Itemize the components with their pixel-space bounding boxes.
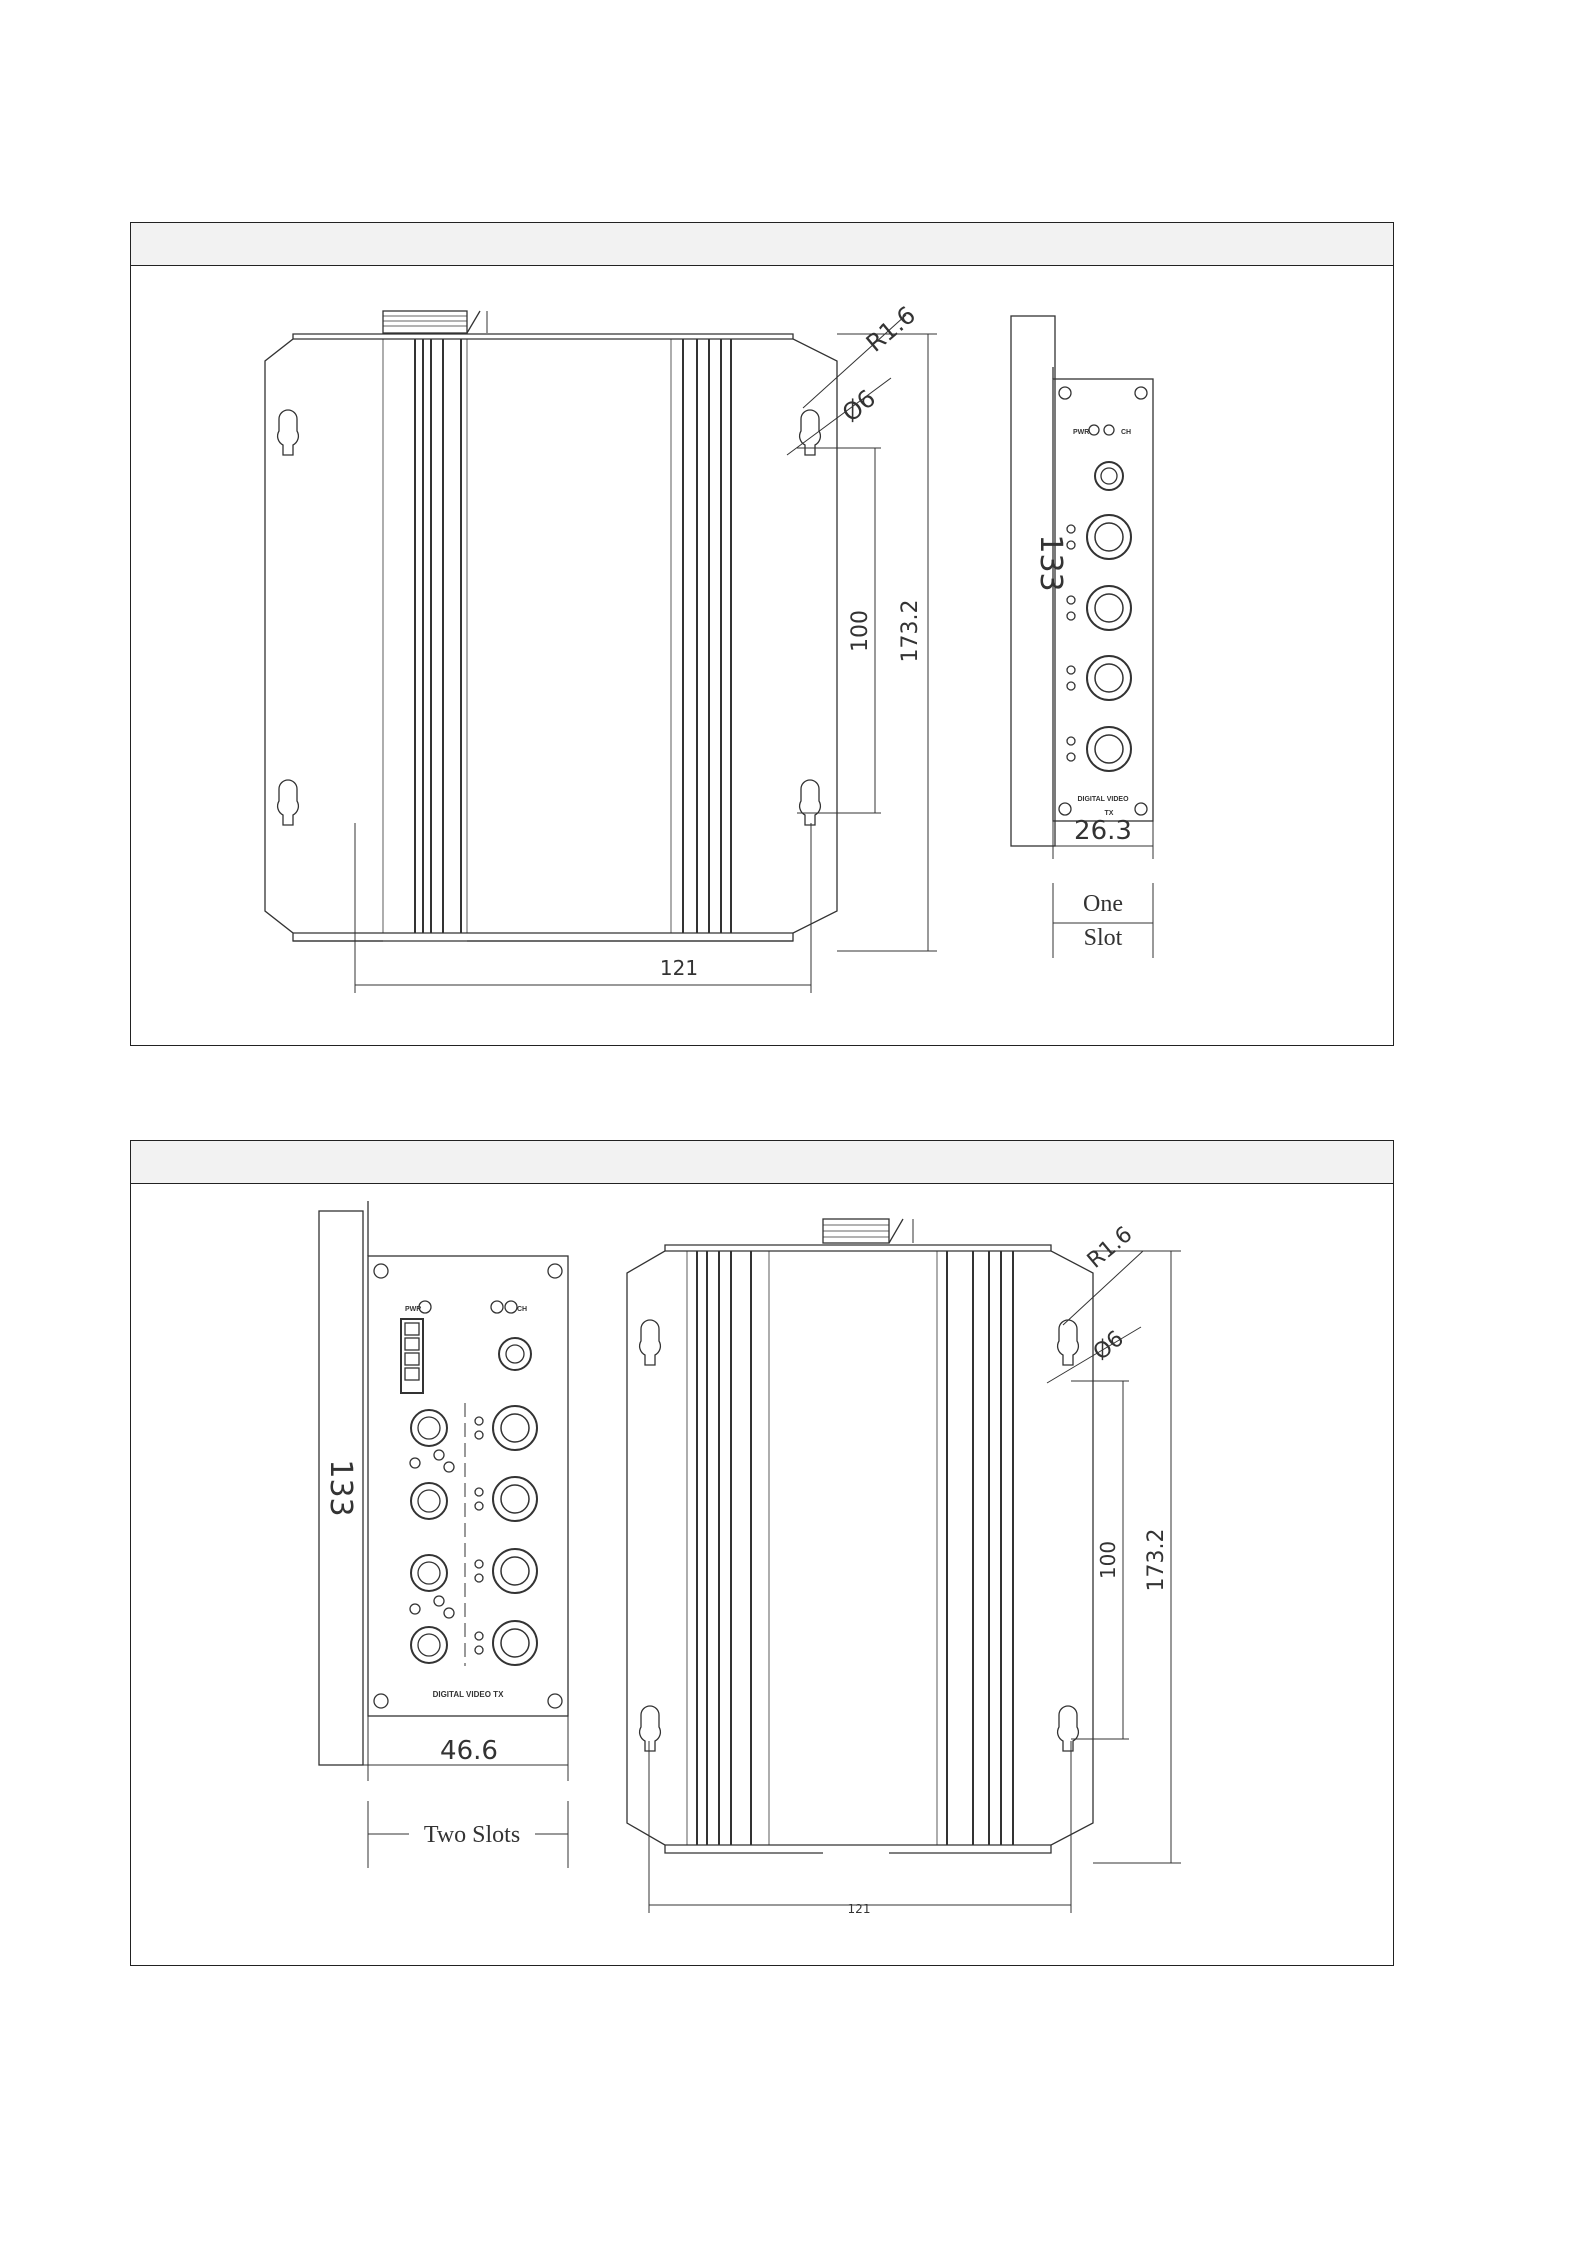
bnc-connectors [1067,515,1131,771]
audio-jacks [410,1410,454,1663]
ch-label: CH [517,1306,528,1313]
drawing-panel-two-slots [130,1140,1394,1966]
slot-label-line2: Slot [1083,925,1123,951]
slot-label-line1: One [1083,891,1123,917]
drawing-two-slots [131,1141,1395,1967]
slot-label: Two Slots [423,1822,521,1848]
drawing-panel-one-slot [130,222,1394,1046]
width-label: 121 [659,956,699,980]
hole-diameter-label: Ø6 [1088,1326,1129,1366]
drawing-one-slot [131,223,1395,1047]
front-view [627,1219,1093,1853]
hole-diameter-label: Ø6 [836,384,882,428]
width-label: 121 [847,1902,871,1916]
side-view [319,1201,568,1868]
radius-label: R1.6 [860,300,921,358]
panel-title: DIGITAL VIDEO TX [432,1690,504,1699]
pwr-label: PWR [1073,429,1090,436]
ch-label: CH [1121,429,1132,436]
radius-label: R1.6 [1082,1222,1138,1274]
side-width-label: 26.3 [1074,816,1132,846]
two-slots-labels [323,1222,1169,1916]
hole-pitch-label: 100 [1096,1540,1120,1580]
side-width-label: 46.6 [440,1736,498,1766]
panel-title: DIGITAL VIDEO [1077,796,1129,803]
height-label: 173.2 [898,599,923,663]
panel-model: TX [1104,810,1114,817]
pwr-label: PWR [405,1306,422,1313]
height-label: 173.2 [1144,1528,1169,1592]
side-height-label: 133 [323,1459,358,1517]
side-view [1011,316,1153,958]
bnc-connectors [475,1406,537,1665]
hole-pitch-label: 100 [848,610,873,652]
front-view [265,311,837,941]
side-height-label: 133 [1033,534,1068,592]
